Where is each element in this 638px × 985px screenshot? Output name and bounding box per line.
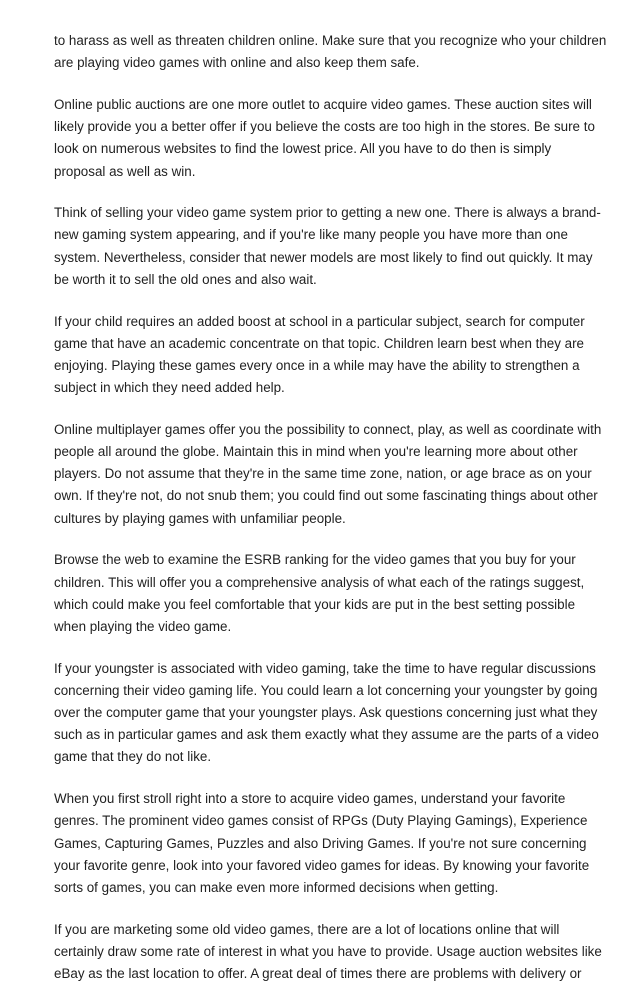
text-line: Online multiplayer games offer you the possibility to connect, play, as well as coordinate with [54,421,602,437]
text-line: Online public auctions are one more outlet to acquire video games. These auction sites will [54,96,592,112]
paragraph [54,30,607,74]
text-line: cultures by playing games with unfamiliar people. [54,510,346,526]
text-line: proposal as well as win. [54,163,196,179]
text-line: such as in particular games and ask them exactly what they assume are the parts of a video [54,727,599,743]
text-line: If your child requires an added boost at school in a particular subject, search for computer [54,313,585,329]
text-line: players. Do not assume that they're in the same time zone, nation, or age brace as on your [54,466,592,482]
text-line: When you first stroll right into a store to acquire video games, understand your favorite [54,791,566,807]
text-line: Games, Capturing Games, Puzzles and also Driving Games. If you're not sure concerning [54,835,587,851]
text-line: game that they do not like. [54,749,212,765]
text-line: children. This will offer you a comprehensive analysis of what each of the ratings suggest, [54,574,585,590]
text-line: when playing the video game. [54,618,232,634]
text-line: your favorite genre, look into your favored video games for ideas. By knowing your favorite [54,857,590,873]
text-line: people all around the globe. Maintain this in mind when you're learning more about other [54,444,578,460]
text-line: Browse the web to examine the ESRB ranking for the video games that you buy for your [54,552,576,568]
text-line: new gaming system appearing, and if you're like many people you have more than one [54,227,568,243]
text-line: own. If they're not, do not snub them; you could find out some fascinating things about other [54,488,598,504]
text-line: concerning their video gaming life. You could learn a lot concerning your youngster by going [54,682,598,698]
text-line: over the computer game that your youngster plays. Ask questions concerning just what they [54,705,598,721]
paragraph [54,658,599,769]
text-line: to harass as well as threaten children online. Make sure that you recognize who your children [54,33,607,48]
text-line: game that have an academic concentrate on that topic. Children learn best when they are [54,335,584,351]
text-line: genres. The prominent video games consist of RPGs (Duty Playing Gamings), Experience [54,813,588,829]
paragraph [54,94,594,183]
text-line: look on numerous websites to find the lowest price. All you have to do then is simply [54,141,552,157]
text-line: which could make you feel comfortable that your kids are put in the best setting possible [54,596,576,612]
paragraph [54,549,594,638]
text-line: system. Nevertheless, consider that newer models are most likely to find out quickly. It may [54,249,593,265]
text-line: Think of selling your video game system prior to getting a new one. There is always a brand- [54,205,601,221]
text-line: sorts of games, you can make even more informed decisions when getting. [54,880,499,895]
text-line: enjoying. Playing these games every once in a while may have the ability to strengthen a [54,357,580,373]
paragraph [54,919,602,985]
paragraph [54,202,601,291]
paragraph [54,419,602,530]
text-line: subject in which they need added help. [54,380,285,396]
text-line: eBay as the last location to offer. A great deal of times there are problems with delivery or [54,966,582,982]
paragraph [54,311,594,400]
text-line: likely provide you a better offer if you believe the costs are too high in the stores. Be sure to [54,119,595,135]
text-line: are playing video games with online and also keep them safe. [54,55,420,71]
paragraph [54,788,594,899]
text-line: If you are marketing some old video games, there are a lot of locations online that will [54,921,560,937]
text-line: certainly draw some rate of interest in what you have to provide. Usage auction websites like [54,943,602,959]
text-line: If your youngster is associated with video gaming, take the time to have regular discussions [54,660,596,676]
text-line: be worth it to sell the old ones and also wait. [54,271,317,287]
